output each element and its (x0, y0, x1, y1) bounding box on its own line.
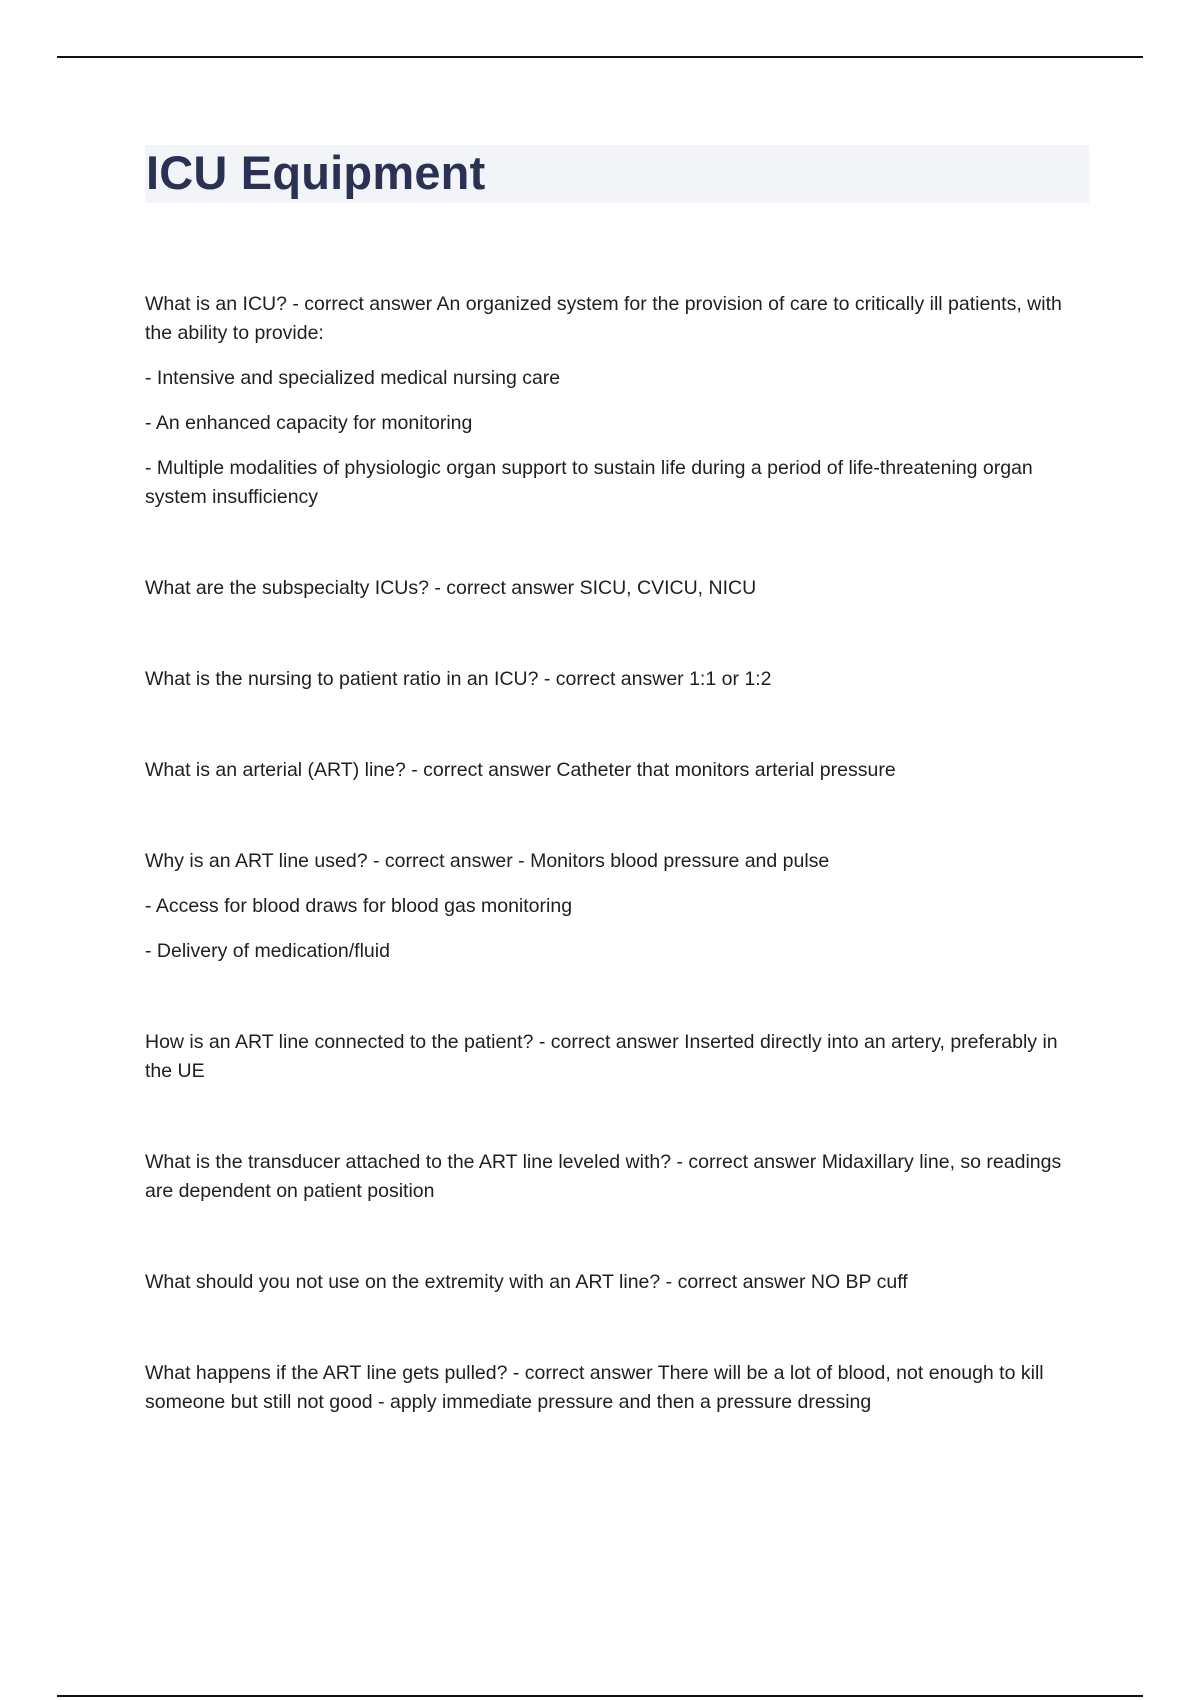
qa-line: - Access for blood draws for blood gas monitoring (145, 895, 573, 917)
bottom-rule (57, 1695, 1143, 1697)
qa-line: What is an ICU? - correct answer An organized system for the provision of care to critically ill patients, with the ability to provide: (145, 293, 1062, 344)
qa-line: What should you not use on the extremity with an ART line? - correct answer NO BP cuff (145, 1271, 908, 1293)
qa-item-art-line-pulled (145, 1359, 1090, 1417)
qa-item-nursing-ratio (145, 665, 1090, 694)
qa-item-art-line-connection (145, 1028, 1090, 1086)
qa-item-subspecialty-icus (145, 574, 1090, 603)
qa-line: What is the nursing to patient ratio in an ICU? - correct answer 1:1 or 1:2 (145, 668, 772, 690)
qa-line: What are the subspecialty ICUs? - correct answer SICU, CVICU, NICU (145, 577, 757, 599)
qa-line: - Intensive and specialized medical nursing care (145, 367, 561, 389)
qa-item-art-line-use (145, 847, 1090, 966)
qa-item-icu-definition (145, 290, 1090, 512)
qa-line: What is the transducer attached to the ART line leveled with? - correct answer Midaxillary line, so readings are dependent on patient position (145, 1151, 1062, 1202)
qa-item-art-line-definition (145, 756, 1090, 785)
qa-line: How is an ART line connected to the patient? - correct answer Inserted directly into an artery, preferably in the UE (145, 1031, 1058, 1082)
top-rule (57, 56, 1143, 58)
qa-item-transducer-level (145, 1148, 1090, 1206)
qa-line: What happens if the ART line gets pulled? - correct answer There will be a lot of blood, not enough to kill someone but still not good - apply immediate pressure and then a pressure dressing (145, 1362, 1044, 1413)
qa-line: - An enhanced capacity for monitoring (145, 412, 473, 434)
qa-line: Why is an ART line used? - correct answer - Monitors blood pressure and pulse (145, 850, 830, 872)
page-title: ICU Equipment (146, 146, 486, 199)
qa-line: - Delivery of medication/fluid (145, 940, 390, 962)
qa-line: - Multiple modalities of physiologic organ support to sustain life during a period of life-threatening organ system insufficiency (145, 457, 1033, 508)
qa-item-extremity-caution (145, 1268, 1090, 1297)
qa-line: What is an arterial (ART) line? - correct answer Catheter that monitors arterial pressure (145, 759, 896, 781)
document-body (145, 290, 1090, 1479)
